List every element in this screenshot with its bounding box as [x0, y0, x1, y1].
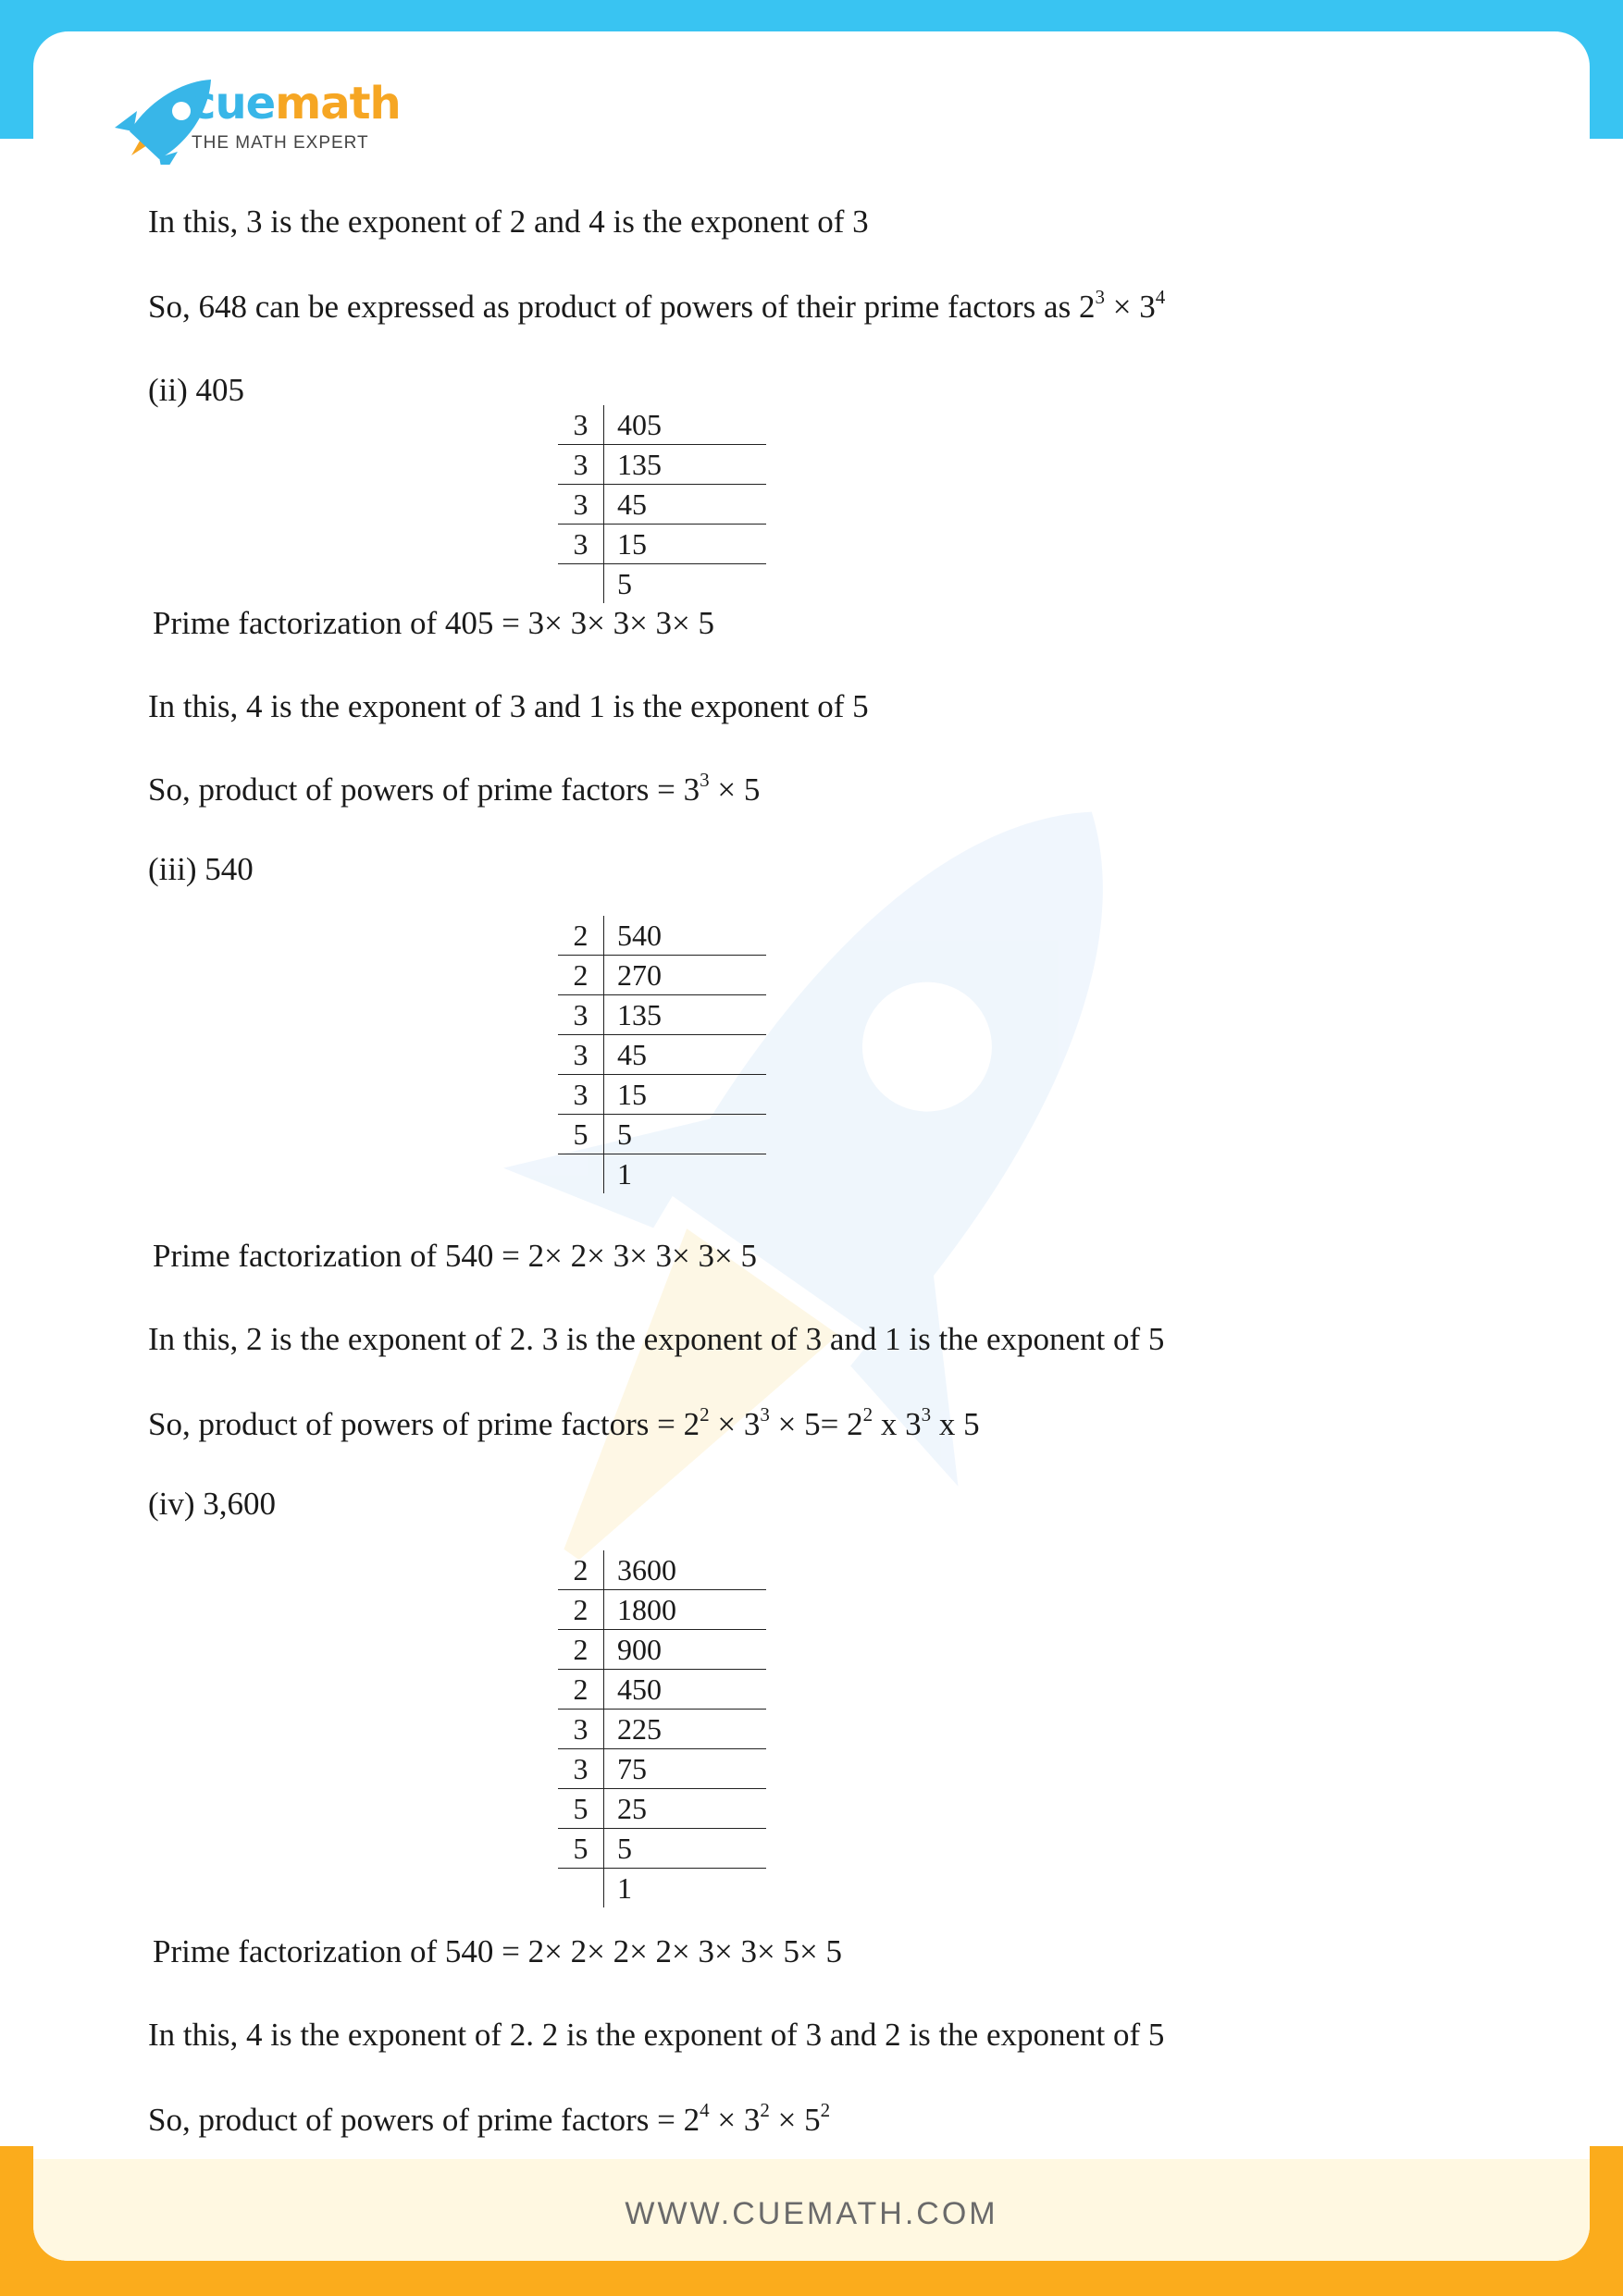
brand-wordmark [190, 78, 401, 130]
division-row [558, 1789, 766, 1829]
divisor-cell: 3 [558, 445, 604, 485]
division-row [558, 1829, 766, 1869]
divisor-cell: 5 [558, 1829, 604, 1869]
divisor-cell: 2 [558, 1550, 604, 1590]
quotient-cell: 135 [604, 995, 766, 1035]
division-row [558, 1590, 766, 1630]
division-table-540 [558, 916, 766, 1193]
quotient-cell: 3600 [604, 1550, 766, 1590]
quotient-cell: 900 [604, 1630, 766, 1670]
quotient-cell: 25 [604, 1789, 766, 1829]
division-row [558, 1115, 766, 1154]
quotient-cell: 45 [604, 1035, 766, 1075]
quotient-cell: 1 [617, 1157, 632, 1191]
divisor-cell: 3 [558, 525, 604, 564]
quotient-cell: 1 [617, 1871, 632, 1905]
divisor-cell [558, 1154, 604, 1194]
divisor-cell: 2 [558, 956, 604, 995]
division-row [558, 1035, 766, 1075]
division-row [558, 525, 766, 564]
part-label-ii: (ii) 405 [148, 372, 245, 408]
quotient-cell: 135 [604, 445, 766, 485]
quotient-cell: 540 [604, 916, 766, 956]
divisor-cell [558, 1869, 604, 1908]
division-row [558, 956, 766, 995]
quotient-cell: 1800 [604, 1590, 766, 1630]
divisor-cell: 2 [558, 1670, 604, 1710]
rocket-watermark-icon [296, 703, 1314, 1739]
division-row [558, 1154, 766, 1194]
quotient-cell: 450 [604, 1670, 766, 1710]
division-row [558, 995, 766, 1035]
text-line: In this, 2 is the exponent of 2. 3 is the exponent of 3 and 1 is the exponent of 5 [148, 1321, 1165, 1357]
divisor-cell: 3 [558, 1075, 604, 1115]
quotient-cell: 5 [604, 1115, 766, 1154]
division-row [558, 564, 766, 604]
text-line: In this, 3 is the exponent of 2 and 4 is the exponent of 3 [148, 204, 869, 240]
text-line: In this, 4 is the exponent of 3 and 1 is the exponent of 5 [148, 688, 869, 724]
divisor-cell: 3 [558, 405, 604, 445]
text-line: In this, 4 is the exponent of 2. 2 is the exponent of 3 and 2 is the exponent of 5 [148, 2017, 1165, 2053]
division-row [558, 1550, 766, 1590]
division-row [558, 405, 766, 445]
quotient-cell: 5 [604, 1829, 766, 1869]
divisor-cell: 5 [558, 1789, 604, 1829]
divisor-cell: 3 [558, 1035, 604, 1075]
text-line-648-product: So, 648 can be expressed as product of powers of their prime factors as $2^3 \times 3^4$ [148, 286, 1166, 325]
divisor-cell: 3 [558, 485, 604, 525]
divisor-cell: 3 [558, 1749, 604, 1789]
division-table-405 [558, 405, 766, 603]
text-line-540-product: So, product of powers of prime factors = $2^2 \times 3^3 \times 5= 2^2$ x $3^3$ x 5 [148, 1403, 980, 1442]
brand-tagline: THE MATH EXPERT [192, 133, 369, 153]
divisor-cell: 2 [558, 1630, 604, 1670]
division-row [558, 485, 766, 525]
division-row [558, 1749, 766, 1789]
quotient-cell: 45 [604, 485, 766, 525]
quotient-cell: 225 [604, 1710, 766, 1749]
part-label-iii: (iii) 540 [148, 851, 254, 887]
division-row [558, 1670, 766, 1710]
division-row [558, 1075, 766, 1115]
prime-factorization-3600: Prime factorization of 540 = 2× 2× 2× 2× 3× 3× 5× 5 [153, 1933, 843, 1969]
text-line-3600-product: So, product of powers of prime factors = $2^4 \times 3^2 \times 5^2$ [148, 2099, 831, 2138]
quotient-cell: 270 [604, 956, 766, 995]
division-row [558, 445, 766, 485]
quotient-cell: 5 [617, 567, 632, 600]
footer-website-link[interactable]: WWW.CUEMATH.COM [625, 2196, 998, 2231]
quotient-cell: 15 [604, 525, 766, 564]
prime-factorization-405: Prime factorization of 405 = 3× 3× 3× 3× 5 [153, 605, 715, 641]
division-row [558, 1630, 766, 1670]
text-line-405-product: So, product of powers of prime factors = $3^3 \times 5$ [148, 769, 761, 808]
divisor-cell: 5 [558, 1115, 604, 1154]
division-row [558, 916, 766, 956]
division-table-3600 [558, 1550, 766, 1907]
prime-factorization-540: Prime factorization of 540 = 2× 2× 3× 3× 3× 5 [153, 1238, 758, 1274]
divisor-cell [558, 564, 604, 604]
division-row [558, 1869, 766, 1908]
divisor-cell: 2 [558, 1590, 604, 1630]
divisor-cell: 3 [558, 995, 604, 1035]
division-row [558, 1710, 766, 1749]
divisor-cell: 3 [558, 1710, 604, 1749]
brand-name-part2: math [275, 78, 401, 130]
part-label-iv: (iv) 3,600 [148, 1486, 277, 1522]
divisor-cell: 2 [558, 916, 604, 956]
quotient-cell: 15 [604, 1075, 766, 1115]
quotient-cell: 405 [604, 405, 766, 445]
brand-name-part1: cue [190, 78, 276, 130]
quotient-cell: 75 [604, 1749, 766, 1789]
